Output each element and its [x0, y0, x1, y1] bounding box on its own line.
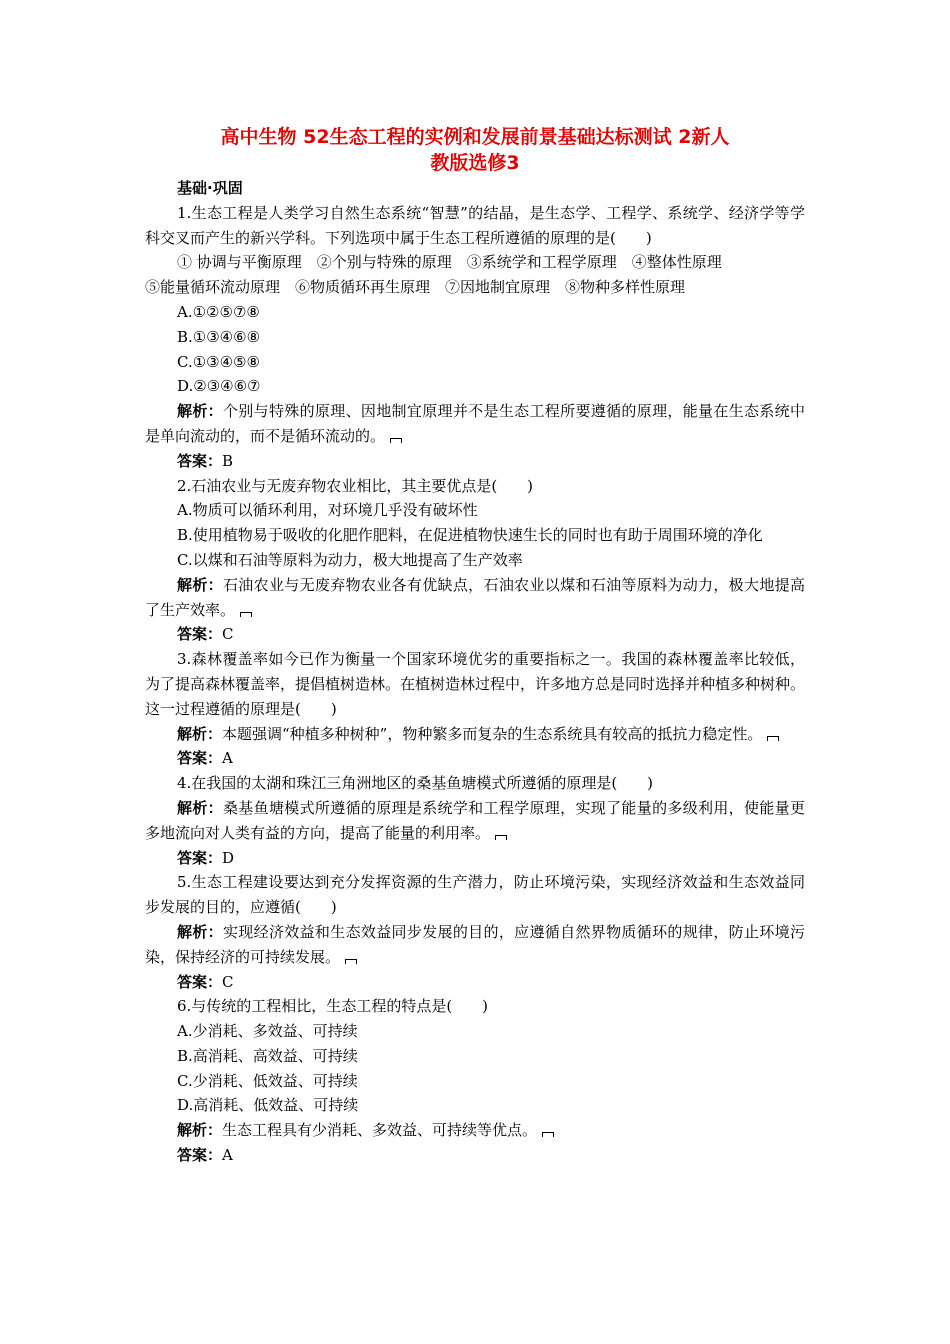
question-5-answer	[145, 970, 805, 995]
question-5-stem: 5.生态工程建设要达到充分发挥资源的生产潜力，防止环境污染，实现经济效益和生态效益同步发展的目的，应遵循( )	[145, 873, 805, 917]
question-6-option-b: B.高消耗、高效益、可持续	[177, 1046, 358, 1065]
answer-label: 答案：	[177, 749, 223, 768]
title-line-2: 教版选修3	[430, 152, 520, 174]
section-heading: 基础·巩固	[177, 179, 243, 197]
question-1-analysis-text: 个别与特殊的原理、因地制宜原理并不是生态工程所要遵循的原理，能量在生态系统中是单向流动的，而不是循环流动的。	[145, 402, 805, 445]
end-mark-icon	[495, 835, 507, 840]
answer-label: 答案：	[177, 848, 223, 867]
question-6-analysis-text: 生态工程具有少消耗、多效益、可持续等优点。	[222, 1121, 538, 1140]
question-5-analysis-text: 实现经济效益和生态效益同步发展的目的，应遵循自然界物质循环的规律，防止环境污染，保持经济的可持续发展。	[145, 922, 805, 966]
question-6-option-c: C.少消耗、低效益、可持续	[177, 1071, 358, 1090]
question-6-answer-value: A	[222, 1146, 233, 1165]
question-2-option-b: B.使用植物易于吸收的化肥作肥料，在促进植物快速生长的同时也有助于周围环境的净化	[177, 526, 763, 545]
question-1-answer	[145, 449, 805, 474]
question-1-answer-value: B	[222, 451, 234, 470]
question-6-answer	[145, 1143, 805, 1168]
answer-label: 答案：	[177, 972, 223, 991]
end-mark-icon	[542, 1132, 554, 1137]
question-2-option-c: C.以煤和石油等原料为动力，极大地提高了生产效率	[177, 550, 523, 569]
question-1-option-b: B.①③④⑥⑧	[177, 327, 261, 346]
question-4-answer	[145, 846, 805, 871]
question-4-analysis-text: 桑基鱼塘模式所遵循的原理是系统学和工程学原理，实现了能量的多级利用，使能量更多地流向对人类有益的方向，提高了能量的利用率。	[145, 798, 805, 842]
end-mark-icon	[240, 612, 252, 617]
question-3-answer	[145, 746, 805, 771]
question-5-answer-value: C	[222, 972, 234, 991]
question-3-answer-value: A	[222, 749, 233, 768]
question-2-analysis-text: 石油农业与无废弃物农业各有优缺点，石油农业以煤和石油等原料为动力，极大地提高了生产效率。	[145, 575, 805, 619]
question-1-stem: 1.生态工程是人类学习自然生态系统“智慧”的结晶，是生态学、工程学、系统学、经济学等学科交叉而产生的新兴学科。下列选项中属于生态工程所遵循的原理的是( )	[145, 203, 805, 247]
question-3-analysis	[145, 722, 805, 747]
question-1-option-c: C.①③④⑤⑧	[177, 352, 260, 371]
analysis-label: 解析：	[177, 575, 223, 594]
question-1-option-a: A.①②⑤⑦⑧	[177, 302, 260, 321]
analysis-label: 解析：	[177, 798, 223, 817]
question-5-analysis	[145, 920, 805, 970]
question-1-analysis	[145, 399, 805, 449]
answer-label: 答案：	[177, 1146, 223, 1165]
question-2-answer-value: C	[222, 625, 234, 644]
question-6-option-d: D.高消耗、低效益、可持续	[177, 1096, 359, 1115]
question-4-answer-value: D	[222, 848, 235, 867]
analysis-label: 解析：	[177, 922, 223, 941]
question-2-answer	[145, 622, 805, 647]
title-line-1: 高中生物 52生态工程的实例和发展前景基础达标测试 2新人	[220, 126, 730, 148]
question-1-option-d: D.②③④⑥⑦	[177, 377, 261, 396]
question-6-option-a: A.少消耗、多效益、可持续	[177, 1022, 358, 1041]
document-body	[145, 176, 805, 1168]
question-1-principles-line-1: ① 协调与平衡原理 ②个别与特殊的原理 ③系统学和工程学原理 ④整体性原理	[177, 253, 722, 272]
document-title	[145, 124, 805, 176]
question-4-stem: 4.在我国的太湖和珠江三角洲地区的桑基鱼塘模式所遵循的原理是( )	[177, 774, 654, 793]
question-2-analysis	[145, 573, 805, 623]
end-mark-icon	[390, 438, 402, 443]
question-3-analysis-text: 本题强调“种植多种树种”，物种繁多而复杂的生态系统具有较高的抵抗力稳定性。	[222, 724, 763, 743]
end-mark-icon	[767, 736, 779, 741]
question-6-stem: 6.与传统的工程相比，生态工程的特点是( )	[177, 997, 489, 1016]
analysis-label: 解析：	[177, 1121, 223, 1140]
question-6-analysis	[145, 1118, 805, 1143]
end-mark-icon	[345, 959, 357, 964]
question-2-stem: 2.石油农业与无废弃物农业相比，其主要优点是( )	[177, 476, 534, 495]
answer-label: 答案：	[177, 451, 223, 470]
question-3-stem: 3.森林覆盖率如今已作为衡量一个国家环境优劣的重要指标之一。我国的森林覆盖率比较低，为了提高森林覆盖率，提倡植树造林。在植树造林过程中，许多地方总是同时选择并种植多种树种。这一过程遵循的原理是( )	[145, 650, 806, 718]
analysis-label: 解析：	[177, 402, 223, 421]
question-1-principles-line-2: ⑤能量循环流动原理 ⑥物质循环再生原理 ⑦因地制宜原理 ⑧物种多样性原理	[145, 278, 686, 297]
question-2-option-a: A.物质可以循环利用，对环境几乎没有破坏性	[177, 501, 478, 520]
question-4-analysis	[145, 796, 805, 846]
analysis-label: 解析：	[177, 724, 223, 743]
answer-label: 答案：	[177, 625, 223, 644]
